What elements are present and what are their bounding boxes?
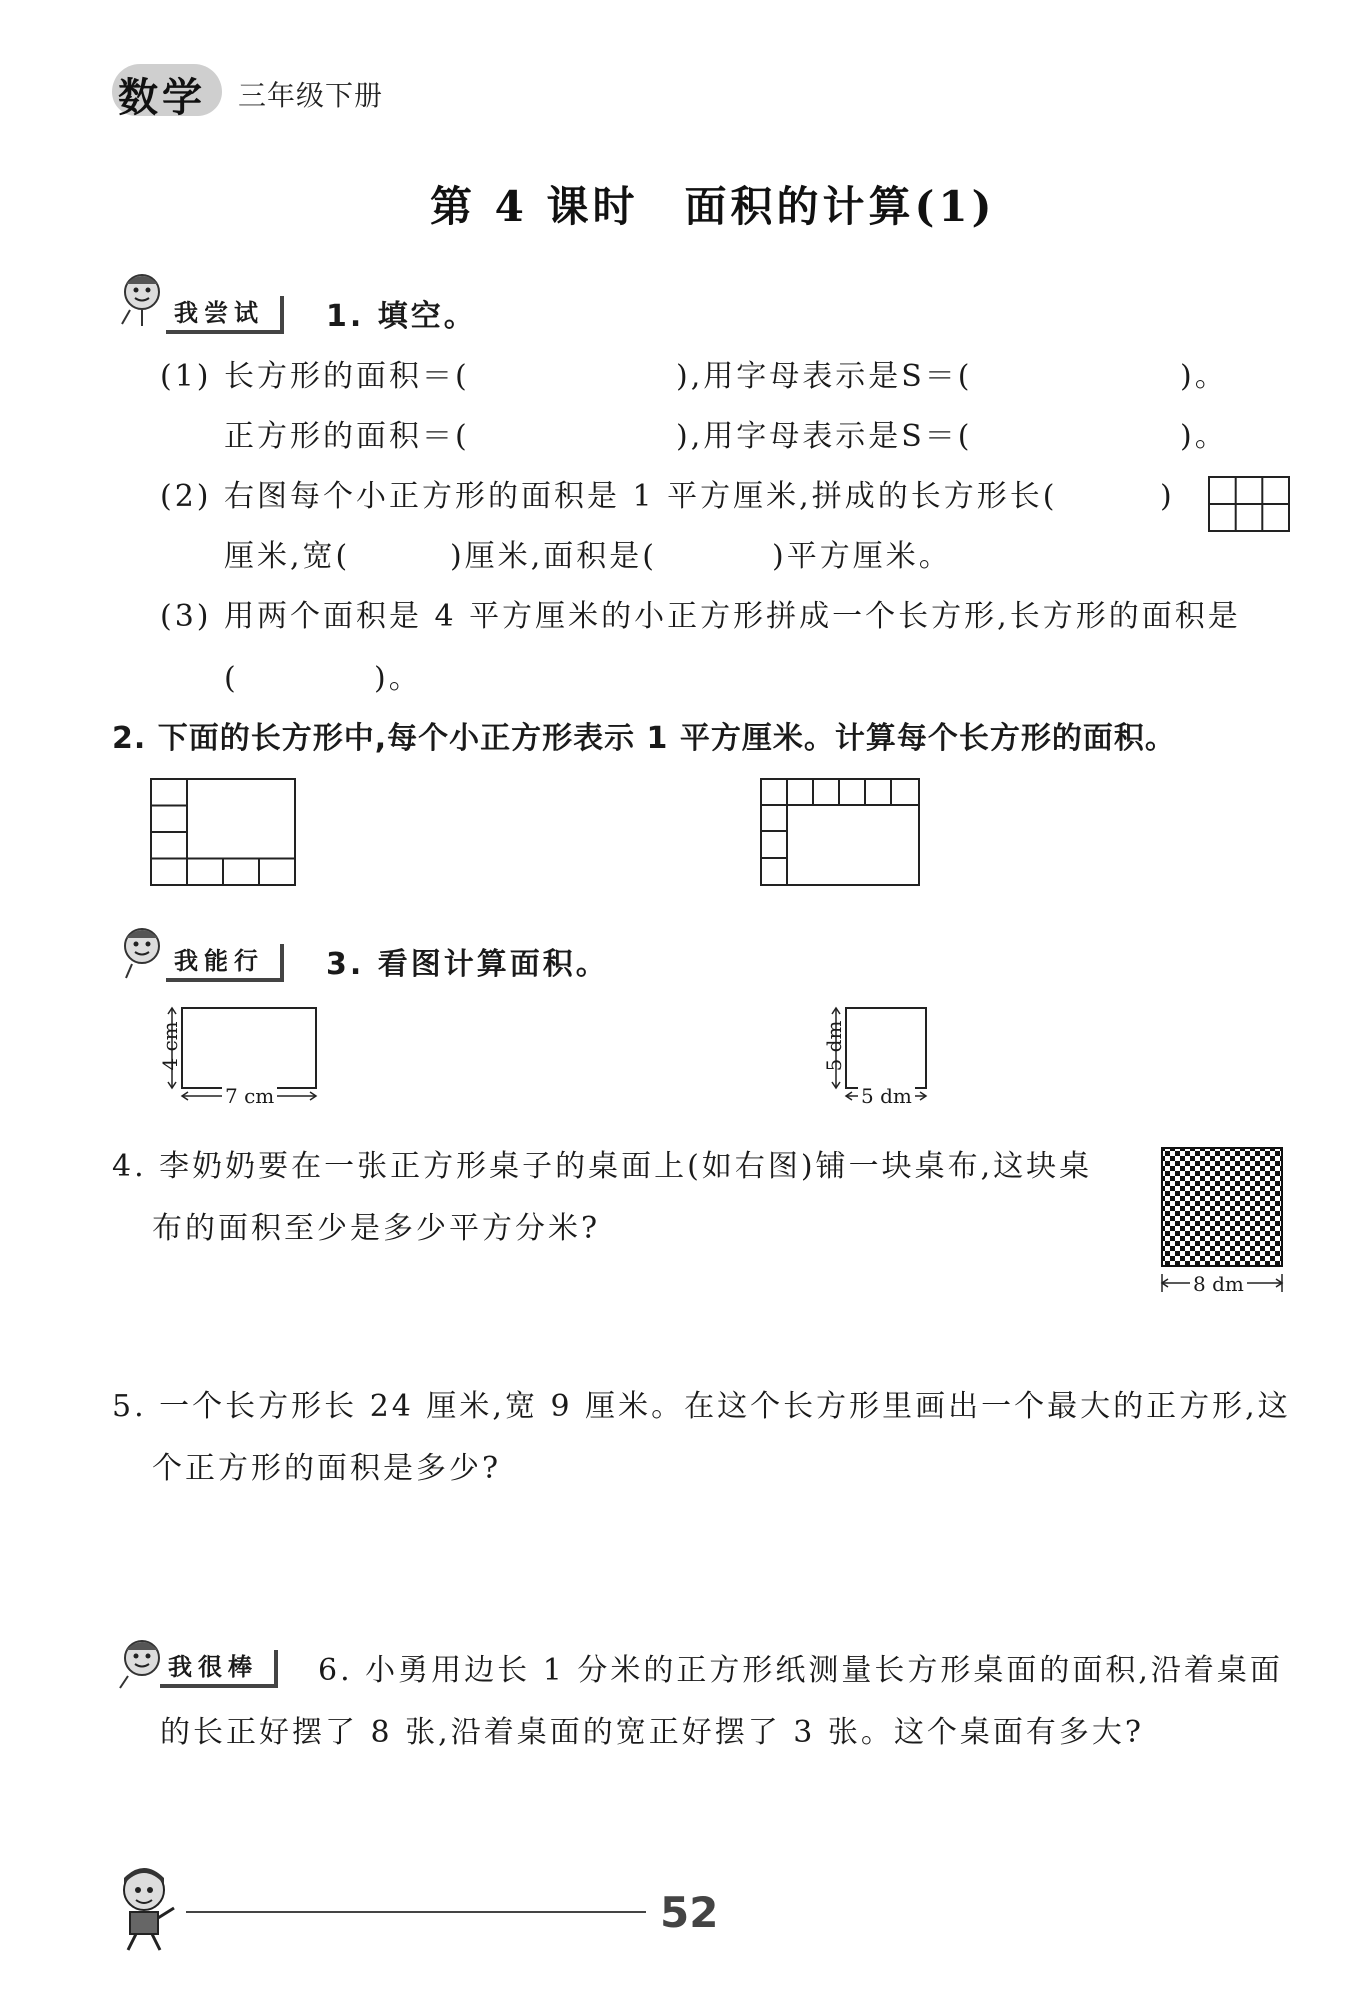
q1-p2-line1-b: ) (1160, 479, 1175, 514)
cartoon-boy-icon (112, 1862, 188, 1954)
q2-rectangle-left (150, 778, 296, 886)
q4-line1: 4. 李奶奶要在一张正方形桌子的桌面上(如右图)铺一块桌布,这块桌 (112, 1149, 1093, 1184)
q3-rect-width-label: 7 cm (222, 1084, 277, 1108)
q1-p2-line2-c: )平方厘米。 (772, 539, 952, 574)
q1-p1-line2-b: ),用字母表示是S＝( (676, 419, 973, 454)
header-grade: 三年级下册 (238, 79, 384, 112)
q4-line2: 布的面积至少是多少平方分米? (152, 1211, 601, 1246)
q4-side-label: 8 dm (1190, 1272, 1247, 1296)
q1-p1-line1-b: ),用字母表示是S＝( (676, 359, 973, 394)
q1-p2-line2-b: )厘米,面积是( (450, 539, 657, 574)
q1-p1-line2-a: 正方形的面积＝( (224, 419, 470, 454)
cartoon-girl-icon (112, 920, 168, 982)
q1-p1-line1-a: 长方形的面积＝( (224, 359, 470, 394)
q1-p1-line2-c: )。 (1180, 419, 1228, 454)
q3-square-height-label: 5 dm (822, 1020, 846, 1072)
q1-p2-line1-a: 右图每个小正方形的面积是 1 平方厘米,拼成的长方形长( (224, 479, 1058, 514)
q1-p2-label: (2) (160, 479, 212, 514)
section-badge-can: 我能行 (166, 944, 284, 982)
q6-line1: 6. 小勇用边长 1 分米的正方形纸测量长方形桌面的面积,沿着桌面 (318, 1653, 1283, 1688)
q3-rect-height-label: 4 cm (158, 1021, 182, 1071)
q1-p2-line2-a: 厘米,宽( (224, 539, 351, 574)
q6-line2: 的长正好摆了 8 张,沿着桌面的宽正好摆了 3 张。这个桌面有多大? (160, 1715, 1144, 1750)
footer-rule (186, 1910, 646, 1914)
q1-heading: 1. 填空。 (326, 299, 477, 334)
q2-rectangle-right (760, 778, 920, 886)
grid-2x3-figure (1208, 476, 1290, 532)
q1-p3-label: (3) (160, 599, 212, 634)
q1-p3-line2-b: )。 (374, 661, 422, 696)
cartoon-girl-icon (112, 266, 168, 328)
q1-p1-label: (1) (160, 359, 212, 394)
header-subject: 数学 (118, 74, 206, 121)
q3-text: 3. 看图计算面积。 (326, 947, 609, 982)
q2-text: 2. 下面的长方形中,每个小正方形表示 1 平方厘米。计算每个长方形的面积。 (112, 721, 1176, 756)
page-number: 52 (660, 1888, 719, 1937)
section-badge-great: 我很棒 (160, 1650, 278, 1688)
q1-p3-line2-a: ( (224, 661, 239, 696)
lesson-title: 第 4 课时 面积的计算(1) (430, 182, 996, 231)
q3-square-width-label: 5 dm (858, 1084, 915, 1108)
q1-p3-line1: 用两个面积是 4 平方厘米的小正方形拼成一个长方形,长方形的面积是 (224, 599, 1241, 634)
q5-line2: 个正方形的面积是多少? (152, 1451, 502, 1486)
q5-line1: 5. 一个长方形长 24 厘米,宽 9 厘米。在这个长方形里画出一个最大的正方形,这 (112, 1389, 1291, 1424)
section-badge-try: 我尝试 (166, 296, 284, 334)
q1-p1-line1-c: )。 (1180, 359, 1228, 394)
